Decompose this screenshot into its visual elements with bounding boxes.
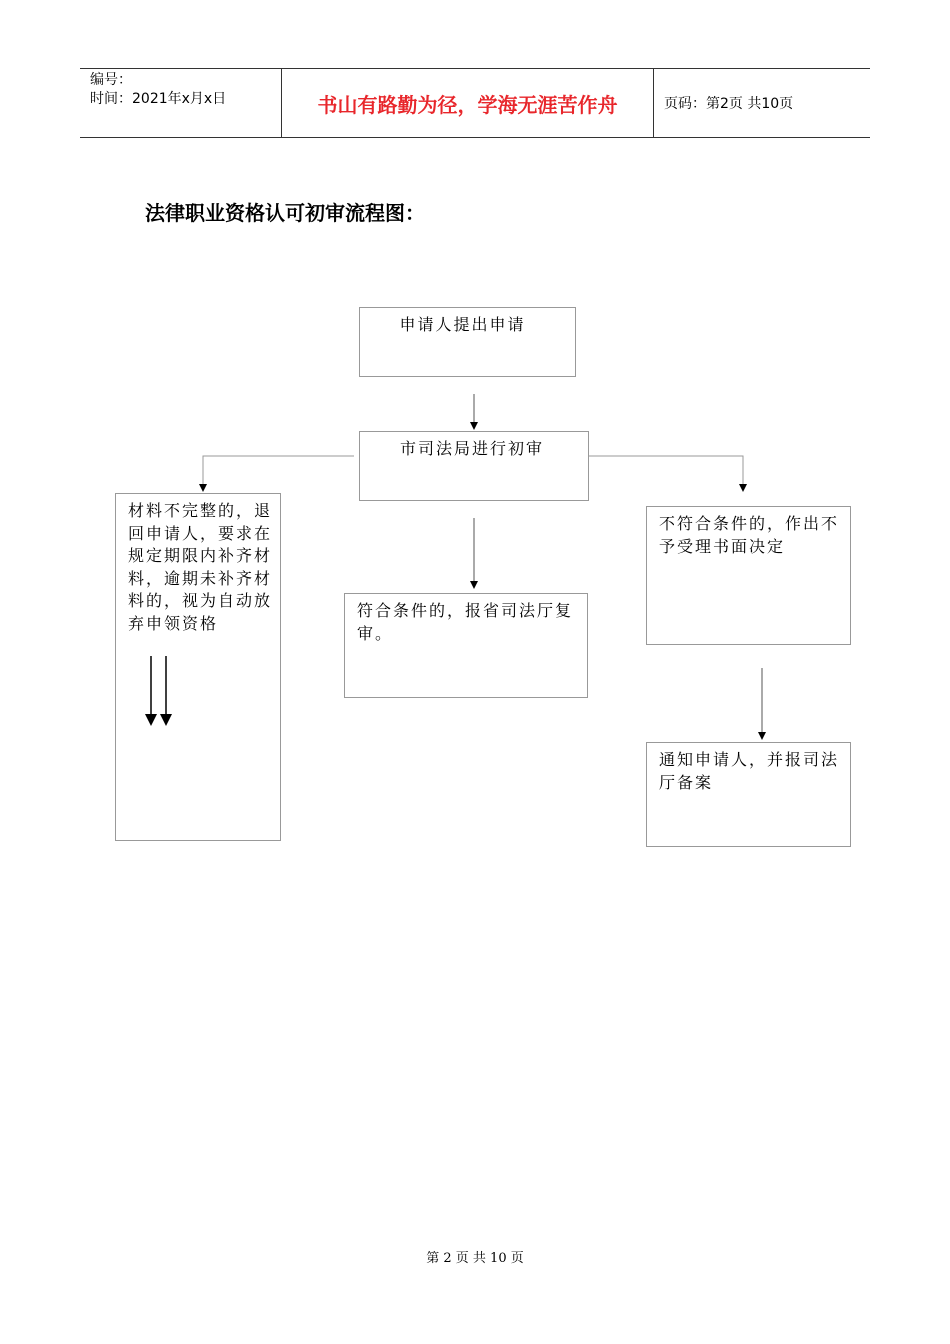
box-apply — [359, 307, 576, 377]
number-label: 编号： — [90, 72, 132, 88]
box-qualified-text: 符合条件的，报省司法厅复审。 — [357, 601, 574, 643]
header-page-number: 页码：第2页 共10页 — [664, 96, 794, 112]
box-unqualified — [646, 506, 851, 645]
box-unqualified-text: 不符合条件的，作出不予受理书面决定 — [659, 514, 840, 556]
box-initial-review-text: 市司法局进行初审 — [399, 439, 544, 458]
branch-right-connector — [589, 456, 743, 488]
time-label: 时间：2021年x月x日 — [90, 91, 227, 107]
box-apply-text: 申请人提出申请 — [399, 315, 526, 334]
header-motto: 书山有路勤为径，学海无涯苦作舟 — [281, 69, 654, 137]
box-incomplete-text: 材料不完整的，退回申请人，要求在规定期限内补齐材料，逾期未补齐材料的，视为自动放弃申领资格 — [128, 501, 273, 633]
box-qualified — [344, 593, 588, 698]
branch-left-connector — [203, 456, 354, 488]
box-initial-review — [359, 431, 589, 501]
box-incomplete — [115, 493, 281, 841]
page-footer: 第 2 页 共 10 页 — [426, 1251, 524, 1266]
page-title: 法律职业资格认可初审流程图： — [145, 201, 425, 225]
box-notify-text: 通知申请人，并报司法厅备案 — [659, 750, 840, 792]
box-notify — [646, 742, 851, 847]
